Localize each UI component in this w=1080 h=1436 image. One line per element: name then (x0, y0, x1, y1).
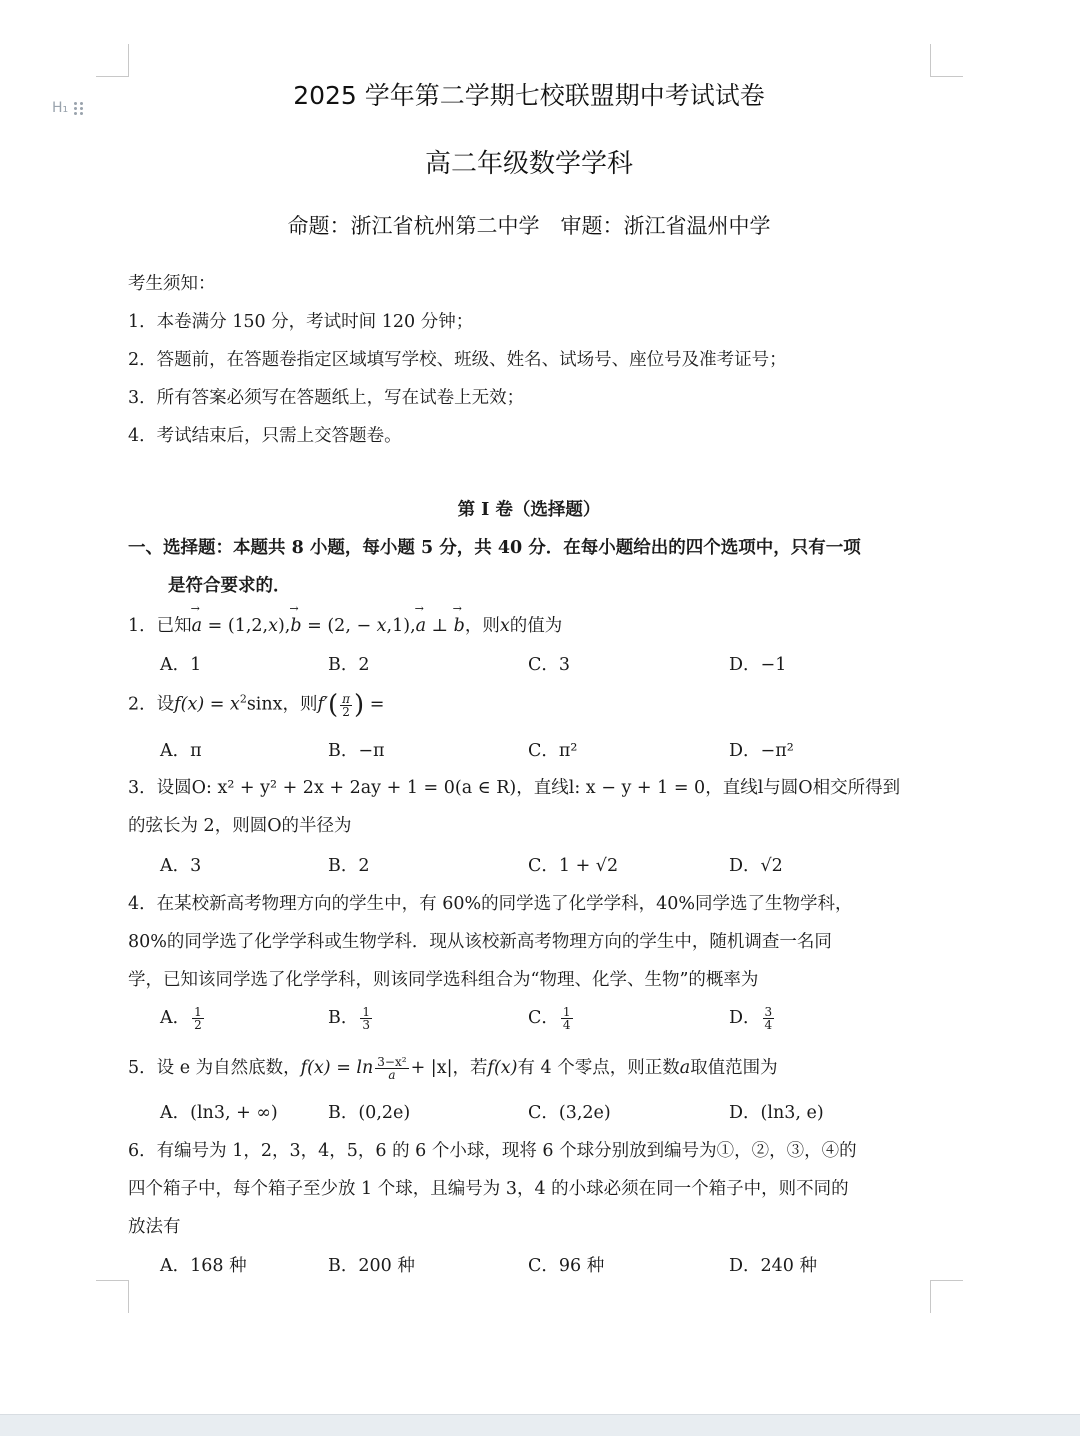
crop-mark-bottom-left (96, 1280, 129, 1313)
question-3 (128, 774, 900, 799)
notice-item-3: 3．所有答案必须写在答题纸上，写在试卷上无效； (128, 388, 525, 408)
q1-option-c: C．3 (528, 655, 571, 675)
q2-exponent: 2 (239, 692, 247, 706)
part-instruction-line2: 是符合要求的． (168, 576, 291, 596)
q4-line2: 80%的同学选了化学学科或生物学科．现从该校新高考物理方向的学生中，随机调查一名同 (128, 932, 832, 952)
q2-option-b: B．−π (328, 741, 385, 761)
question-number: 1． (128, 616, 157, 636)
frac-numerator: 3−x² (377, 1055, 407, 1069)
q3-line1: 设圆O: x² + y² + 2x + 2ay + 1 = 0(a ∈ R)，直线l: x − y + 1 = 0，直线l与圆O相交所得到 (156, 778, 901, 798)
exam-authors: 命题：浙江省杭州第二中学 审题：浙江省温州中学 (287, 214, 771, 238)
bottom-toolbar-strip (0, 1414, 1080, 1436)
notice-item-4: 4．考试结束后，只需上交答题卷。 (128, 426, 402, 446)
frac-denominator: 2 (194, 1018, 202, 1032)
q6-option-b: B．200 种 (328, 1256, 415, 1276)
q6-line1: 有编号为 1，2，3，4，5，6 的 6 个小球，现将 6 个球分别放到编号为①，②，③，④的 (156, 1141, 857, 1161)
question-number: 6． (128, 1141, 157, 1161)
q5-fraction (375, 1056, 408, 1081)
question-4 (128, 890, 853, 915)
question-6 (128, 1137, 857, 1162)
q2-option-c: C．π² (528, 741, 578, 761)
option-label: A． (160, 1008, 191, 1028)
option-fraction (360, 1006, 372, 1031)
option-fraction (192, 1006, 204, 1031)
q4-line1: 在某校新高考物理方向的学生中，有 60%的同学选了化学学科，40%同学选了生物学科， (156, 894, 853, 914)
q5-text: 设 e 为自然底数， (156, 1058, 301, 1078)
q3-option-d: D．√2 (729, 856, 783, 876)
vector-b: → b (290, 616, 301, 636)
var-x: x (499, 616, 510, 636)
q4-option-c (528, 1004, 575, 1031)
var-x: x (268, 616, 278, 636)
question-number: 5． (128, 1058, 157, 1078)
frac-numerator: 3 (764, 1005, 773, 1019)
q2-function: f(x) = x (174, 694, 240, 715)
part-instruction-line1: 一、选择题：本题共 8 小题，每小题 5 分，共 40 分．在每小题给出的四个选项中，只有一项 (128, 538, 861, 558)
q3-option-a: A．3 (160, 856, 202, 876)
frac-numerator: 1 (562, 1005, 571, 1019)
q2-paren-right: ) (354, 690, 365, 720)
perp-symbol: ⊥ (426, 616, 454, 636)
q2-text: = (364, 694, 385, 715)
option-label: C． (528, 1008, 559, 1028)
q5-text: 取值范围为 (690, 1058, 778, 1078)
q2-fraction (340, 693, 352, 718)
notice-item-2: 2．答题前，在答题卷指定区域填写学校、班级、姓名、试场号、座位号及准考证号； (128, 350, 787, 370)
frac-numerator: 1 (194, 1005, 202, 1019)
frac-denominator: a (388, 1068, 396, 1082)
section-title: 第 I 卷（选择题） (457, 500, 601, 520)
q1-text: 的值为 (509, 616, 563, 636)
notice-title: 考生须知： (128, 274, 216, 294)
q5-option-a: A．(ln3, + ∞) (160, 1103, 278, 1123)
q3-option-c: C．1 + √2 (528, 856, 619, 876)
q1-eq-part: = (1,2, (202, 616, 269, 636)
q2-option-a: A．π (160, 741, 202, 761)
q2-text: sinx，则 (246, 694, 318, 715)
q5-function: f(x) (487, 1058, 518, 1078)
frac-denominator: 4 (764, 1018, 773, 1032)
q6-option-a: A．168 种 (160, 1256, 247, 1276)
crop-mark-bottom-right (930, 1280, 963, 1313)
question-2 (128, 690, 384, 720)
question-number: 4． (128, 894, 157, 914)
q1-option-d: D．−1 (729, 655, 787, 675)
option-fraction (763, 1006, 775, 1031)
exam-title: 2025 学年第二学期七校联盟期中考试试卷 (293, 81, 765, 110)
q2-paren-left: ( (327, 690, 339, 720)
frac-denominator: 4 (562, 1018, 571, 1032)
frac-denominator: 3 (362, 1018, 371, 1032)
question-number: 3． (128, 778, 157, 798)
var-x: x (376, 616, 387, 636)
q1-eq-part: ,1), (386, 616, 416, 636)
q6-line2: 四个箱子中，每个箱子至少放 1 个球，且编号为 3，4 的小球必须在同一个箱子中，则不同的 (128, 1179, 849, 1199)
exam-subtitle: 高二年级数学学科 (424, 149, 633, 179)
option-label: B． (328, 1008, 359, 1028)
frac-numerator: 1 (362, 1005, 371, 1019)
q5-function: f(x) = ln (300, 1058, 374, 1078)
q2-option-d: D．−π² (729, 741, 794, 761)
q6-option-d: D．240 种 (729, 1256, 817, 1276)
q1-text: 已知 (156, 616, 192, 636)
q5-option-d: D．(ln3, e) (729, 1103, 824, 1123)
q4-line3: 学，已知该同学选了化学学科，则该同学选科组合为“物理、化学、生物”的概率为 (128, 970, 759, 990)
crop-mark-top-right (930, 44, 963, 77)
question-1 (128, 612, 562, 637)
question-5 (128, 1054, 778, 1081)
q5-option-c: C．(3,2e) (528, 1103, 611, 1123)
q3-option-b: B．2 (328, 856, 370, 876)
option-label: D． (729, 1008, 761, 1028)
q1-text: ，则 (464, 616, 500, 636)
q1-option-a: A．1 (160, 655, 202, 675)
var-a: a (679, 1058, 691, 1078)
heading-level-icon: H₁ (52, 100, 69, 116)
vector-b: → b (454, 616, 465, 636)
q1-eq-part: = (2, − (301, 616, 377, 636)
q4-option-d (729, 1004, 776, 1031)
q5-text: 有 4 个零点，则正数 (517, 1058, 680, 1078)
q5-text: + |x|，若 (410, 1058, 488, 1078)
q5-option-b: B．(0,2e) (328, 1103, 411, 1123)
q6-option-c: C．96 种 (528, 1256, 605, 1276)
q2-derivative: f′ (317, 694, 328, 715)
vector-a: → a (416, 616, 426, 636)
notice-item-1: 1．本卷满分 150 分，考试时间 120 分钟； (128, 312, 474, 332)
q2-text: 设 (156, 694, 175, 715)
option-fraction (561, 1006, 573, 1031)
q1-option-b: B．2 (328, 655, 370, 675)
vector-a: → a (192, 616, 202, 636)
crop-mark-top-left (96, 44, 129, 77)
q6-line3: 放法有 (128, 1217, 181, 1237)
frac-numerator: π (342, 691, 351, 706)
q4-option-a (160, 1004, 206, 1031)
question-number: 2． (128, 694, 157, 715)
frac-denominator: 2 (342, 704, 350, 719)
q3-line2: 的弦长为 2，则圆O的半径为 (128, 816, 352, 836)
q4-option-b (328, 1004, 374, 1031)
q1-eq-part: ), (277, 616, 291, 636)
